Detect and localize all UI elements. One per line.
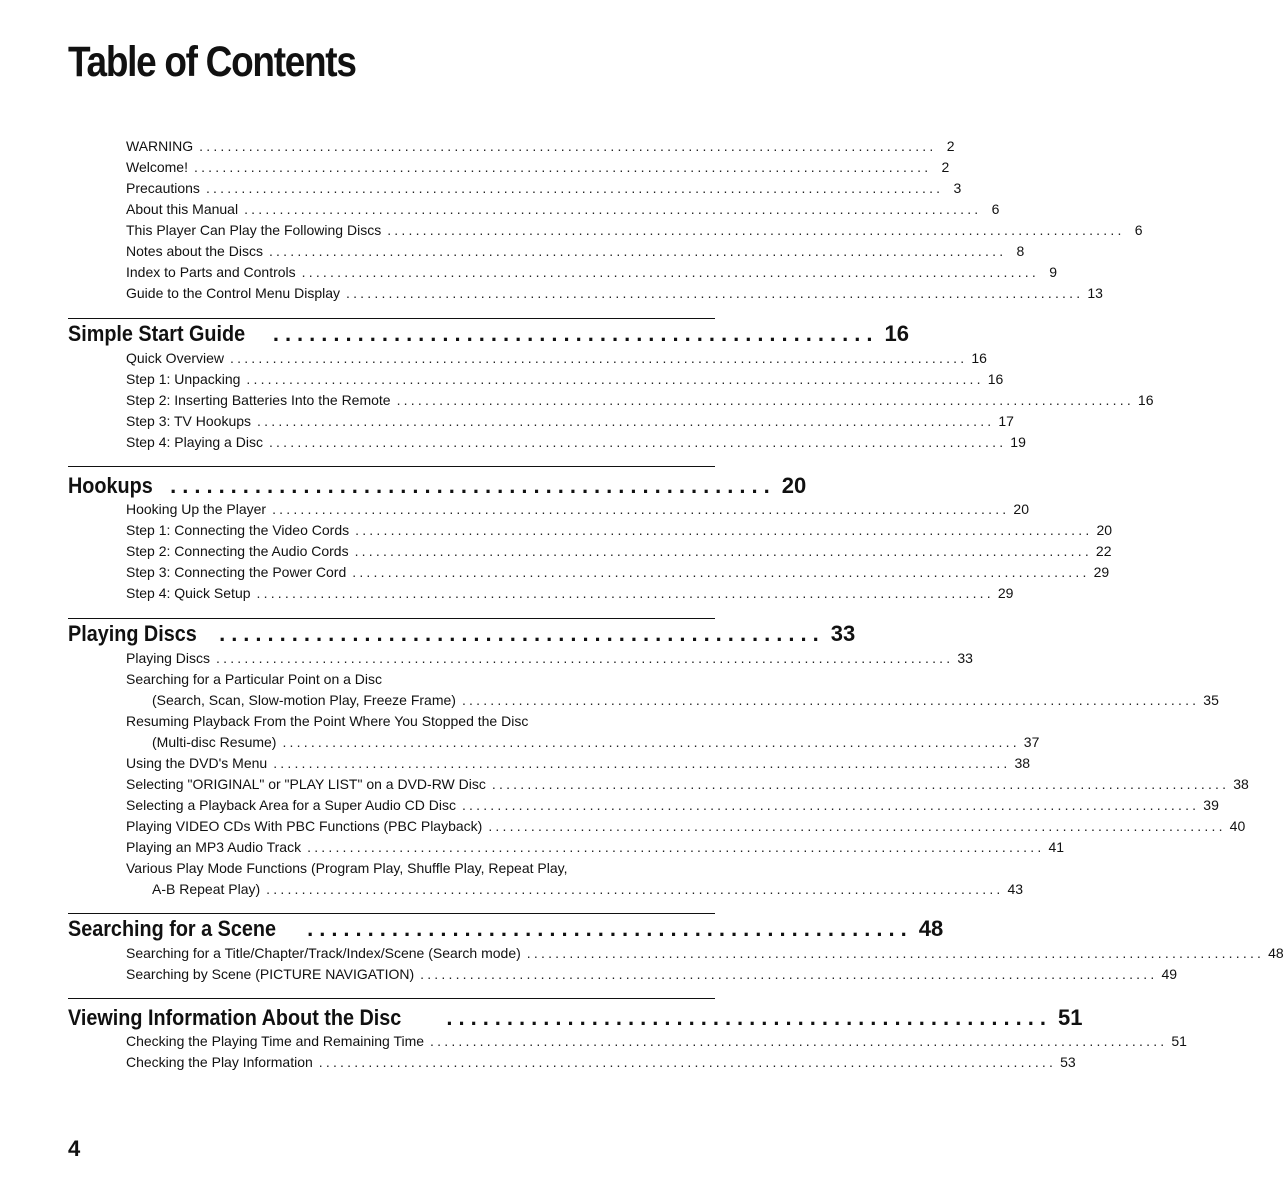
toc-entry[interactable]: Selecting "ORIGINAL" or "PLAY LIST" on a DVD-RW Disc ........................................................................................................ 38	[126, 776, 1249, 792]
toc-entry-label: Step 2: Inserting Batteries Into the Remote	[126, 392, 391, 408]
section-heading[interactable]: Hookups .................................................. 20	[68, 473, 807, 498]
toc-entry-label: Using the DVD's Menu	[126, 755, 268, 771]
toc-entry-page: 8	[1016, 243, 1025, 259]
toc-entry-line2[interactable]: A-B Repeat Play) ........................................................................................................ 43	[152, 881, 1024, 897]
toc-entry[interactable]: Checking the Play Information ........................................................................................................ 53	[126, 1054, 1076, 1070]
toc-entry-page: 35	[1203, 692, 1219, 708]
toc-entry[interactable]: Playing an MP3 Audio Track ........................................................................................................ 41	[126, 839, 1065, 855]
toc-entry-page: 16	[987, 371, 1004, 387]
toc-entry-page: 17	[998, 413, 1014, 429]
toc-entry-label: Step 3: TV Hookups	[126, 413, 252, 429]
toc-entry-page: 38	[1233, 776, 1249, 792]
toc-entry-page: 48	[1268, 945, 1284, 961]
toc-entry[interactable]: Checking the Playing Time and Remaining Time ........................................................................................................ 51	[126, 1033, 1187, 1049]
toc-entry-label: Step 4: Playing a Disc	[126, 434, 263, 450]
page-title: Table of Contents	[68, 38, 356, 86]
toc-entry[interactable]: Hooking Up the Player ........................................................................................................ 20	[126, 501, 1029, 517]
toc-entry-label: Playing VIDEO CDs With PBC Functions (PBC Playback)	[126, 818, 483, 834]
toc-entry-page: 51	[1171, 1033, 1187, 1049]
toc-entry-label: Selecting a Playback Area for a Super Audio CD Disc	[126, 797, 456, 813]
toc-entry[interactable]: Step 2: Connecting the Audio Cords ........................................................................................................ 22	[126, 543, 1112, 559]
toc-entry-page: 39	[1203, 797, 1219, 813]
section-heading[interactable]: Playing Discs .................................................. 33	[68, 621, 856, 646]
section-page: 48	[918, 916, 944, 941]
toc-entry-label: About this Manual	[126, 201, 239, 217]
toc-entry-label: Step 1: Unpacking	[126, 371, 241, 387]
section-page: 51	[1057, 1005, 1083, 1030]
toc-entry-line1[interactable]	[126, 711, 713, 731]
toc-entry[interactable]: Step 1: Unpacking ........................................................................................................ 16	[126, 371, 1004, 387]
toc-entry-label: Step 3: Connecting the Power Cord	[126, 564, 347, 580]
toc-entry-page: 13	[1087, 285, 1103, 301]
toc-entry-page: 2	[946, 138, 955, 154]
toc-entry-page: 41	[1048, 839, 1065, 855]
section-page: 33	[830, 621, 856, 646]
toc-entry-label: Searching by Scene (PICTURE NAVIGATION)	[126, 966, 415, 982]
toc-entry-page: 33	[957, 650, 973, 666]
toc-entry-label: WARNING	[126, 138, 194, 154]
toc-entry-label: Index to Parts and Controls	[126, 264, 296, 280]
toc-entry-page: 6	[991, 201, 1000, 217]
toc-entry[interactable]: Using the DVD's Menu ........................................................................................................ 38	[126, 755, 1031, 771]
toc-entry-label: Hooking Up the Player	[126, 501, 267, 517]
toc-entry-page: 6	[1134, 222, 1143, 238]
toc-entry-label: Checking the Play Information	[126, 1054, 313, 1070]
toc-entry[interactable]: Index to Parts and Controls ........................................................................................................ 9	[126, 264, 1057, 280]
section-heading[interactable]: Viewing Information About the Disc .................................................. 51	[68, 1005, 1083, 1030]
toc-entry-label: This Player Can Play the Following Discs	[126, 222, 382, 238]
toc-entry-label: Playing an MP3 Audio Track	[126, 839, 302, 855]
section-divider	[68, 998, 715, 999]
toc-entry[interactable]: Step 3: TV Hookups ........................................................................................................ 17	[126, 413, 1014, 429]
section-title: Playing Discs	[68, 621, 197, 646]
toc-entry-line2[interactable]: (Multi-disc Resume) ........................................................................................................ 37	[152, 734, 1040, 750]
toc-entry-label: Searching for a Particular Point on a Disc	[126, 671, 383, 687]
toc-entry[interactable]: Guide to the Control Menu Display ........................................................................................................ 13	[126, 285, 1103, 301]
toc-entry-label: (Multi-disc Resume)	[152, 734, 277, 750]
toc-entry-page: 40	[1229, 818, 1246, 834]
toc-entry[interactable]: Precautions ........................................................................................................ 3	[126, 180, 962, 196]
toc-entry[interactable]: Step 1: Connecting the Video Cords ........................................................................................................ 20	[126, 522, 1113, 538]
toc-entry-page: 2	[941, 159, 950, 175]
section-title: Simple Start Guide	[68, 321, 246, 346]
section-divider	[68, 913, 715, 914]
toc-entry[interactable]: Playing VIDEO CDs With PBC Functions (PBC Playback) ........................................................................................................ 40	[126, 818, 1246, 834]
toc-entry[interactable]: Selecting a Playback Area for a Super Audio CD Disc ........................................................................................................ 39	[126, 797, 1219, 813]
page-number: 4	[68, 1136, 81, 1161]
toc-entry-label: Playing Discs	[126, 650, 211, 666]
toc-entry-page: 22	[1095, 543, 1112, 559]
toc-entry-label: A-B Repeat Play)	[152, 881, 261, 897]
toc-entry[interactable]: This Player Can Play the Following Discs ........................................................................................................ 6	[126, 222, 1143, 238]
toc-entry-label: Checking the Playing Time and Remaining Time	[126, 1033, 425, 1049]
toc-entry-label: Step 1: Connecting the Video Cords	[126, 522, 350, 538]
toc-entry[interactable]: Step 2: Inserting Batteries Into the Remote ........................................................................................................ 16	[126, 392, 1154, 408]
toc-entry-page: 49	[1161, 966, 1178, 982]
toc-entry-page: 29	[997, 585, 1014, 601]
section-title: Searching for a Scene	[68, 916, 276, 941]
toc-entry-page: 29	[1093, 564, 1110, 580]
toc-entry-page: 43	[1007, 881, 1024, 897]
section-heading[interactable]: Simple Start Guide .................................................. 16	[68, 321, 909, 346]
toc-entry-label: Selecting "ORIGINAL" or "PLAY LIST" on a DVD-RW Disc	[126, 776, 486, 792]
toc-entry-page: 38	[1014, 755, 1031, 771]
toc-entry[interactable]: Searching by Scene (PICTURE NAVIGATION) ........................................................................................................ 49	[126, 966, 1178, 982]
section-title: Viewing Information About the Disc	[68, 1005, 402, 1030]
toc-entry-page: 16	[971, 350, 987, 366]
toc-entry-page: 9	[1049, 264, 1057, 280]
toc-entry-page: 20	[1096, 522, 1113, 538]
toc-entry[interactable]: Searching for a Title/Chapter/Track/Index/Scene (Search mode) ........................................................................................................ 48	[126, 945, 1284, 961]
toc-entry[interactable]: Step 4: Quick Setup ........................................................................................................ 29	[126, 585, 1014, 601]
toc-entry-label: Searching for a Title/Chapter/Track/Index/Scene (Search mode)	[126, 945, 521, 961]
section-heading[interactable]: Searching for a Scene .................................................. 48	[68, 916, 944, 941]
toc-entry-label: Various Play Mode Functions (Program Play, Shuffle Play, Repeat Play,	[126, 860, 568, 876]
toc-entry-page: 16	[1137, 392, 1154, 408]
toc-entry[interactable]: Playing Discs ........................................................................................................ 33	[126, 650, 973, 666]
toc-entry-label: Precautions	[126, 180, 200, 196]
toc-entry-label: Step 2: Connecting the Audio Cords	[126, 543, 349, 559]
section-page: 20	[781, 473, 807, 498]
toc-entry[interactable]: Step 4: Playing a Disc ........................................................................................................ 19	[126, 434, 1026, 450]
toc-entry[interactable]: Notes about the Discs ........................................................................................................ 8	[126, 243, 1025, 259]
section-divider	[68, 318, 715, 319]
toc-entry-page: 19	[1010, 434, 1026, 450]
toc-entry-label: Quick Overview	[126, 350, 225, 366]
toc-entry-line1[interactable]	[126, 669, 713, 689]
toc-entry-label: Notes about the Discs	[126, 243, 263, 259]
toc-entry-line1[interactable]	[126, 858, 713, 878]
toc-entry-page: 3	[953, 180, 962, 196]
toc-entry-label: Guide to the Control Menu Display	[126, 285, 340, 301]
toc-entry-label: Step 4: Quick Setup	[126, 585, 251, 601]
section-title: Hookups	[68, 473, 153, 498]
toc-entry-line2[interactable]: (Search, Scan, Slow-motion Play, Freeze Frame) ........................................................................................................ 35	[152, 692, 1219, 708]
section-divider	[68, 618, 715, 619]
toc-entry[interactable]: Welcome! ........................................................................................................ 2	[126, 159, 950, 175]
toc-entry-page: 20	[1013, 501, 1029, 517]
section-divider	[68, 466, 715, 467]
toc-entry[interactable]: About this Manual ........................................................................................................ 6	[126, 201, 1000, 217]
toc-entry[interactable]: WARNING ........................................................................................................ 2	[126, 138, 955, 154]
toc-entry-label: Welcome!	[126, 159, 188, 175]
toc-entry[interactable]: Step 3: Connecting the Power Cord ........................................................................................................ 29	[126, 564, 1110, 580]
toc-entry-page: 37	[1023, 734, 1040, 750]
toc-entry[interactable]: Quick Overview ........................................................................................................ 16	[126, 350, 987, 366]
section-page: 16	[884, 321, 909, 346]
toc-entry-page: 53	[1060, 1054, 1076, 1070]
toc-entry-label: (Search, Scan, Slow-motion Play, Freeze Frame)	[152, 692, 456, 708]
toc-entry-label: Resuming Playback From the Point Where You Stopped the Disc	[126, 713, 529, 729]
